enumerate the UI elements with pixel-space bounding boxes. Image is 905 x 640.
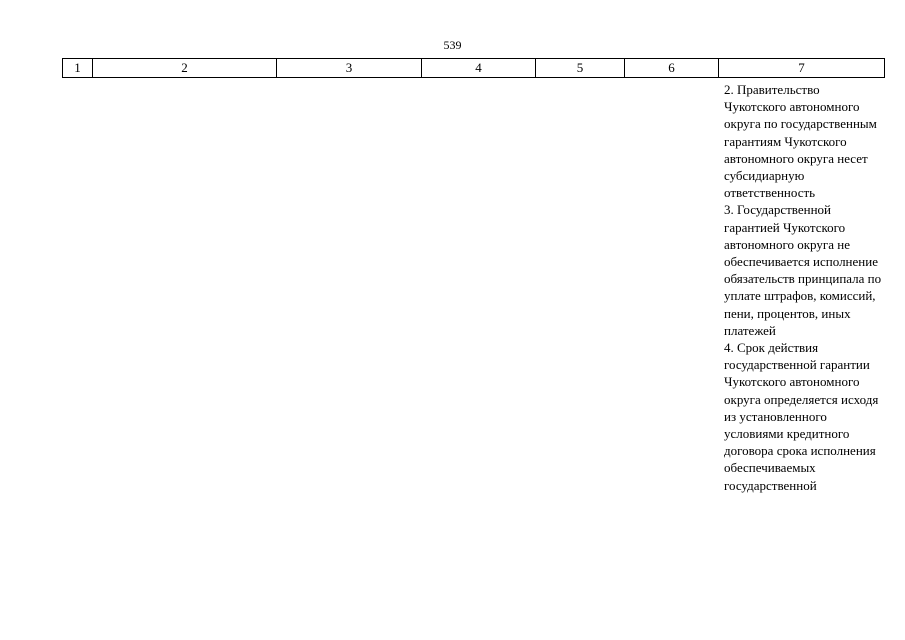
column-7-content [724,81,884,494]
column-header-7: 7 [719,59,885,78]
paragraph-4-guarantee-term: 4. Срок действия государственной гарантии Чукотского автономного округа определяется исходя из установленного условиями кредитного договора срока исполнения обеспечиваемых государственной [724,340,879,493]
column-header-4: 4 [422,59,536,78]
column-header-table [62,58,885,78]
paragraph-2-subsidiary-liability: 2. Правительство Чукотского автономного округа по государственным гарантиям Чукотского автономного округа несет субсидиарную ответственность [724,82,877,201]
column-header-2: 2 [93,59,277,78]
paragraph-3-exclusions: 3. Государственной гарантией Чукотского автономного округа не обеспечивается исполнение обязательств принципала по уплате штрафов, комиссий, пени, процентов, иных платежей [724,202,882,338]
column-header-3: 3 [277,59,422,78]
column-header-1: 1 [63,59,93,78]
column-number-row [63,59,885,78]
column-header-6: 6 [625,59,719,78]
page-number: 539 [443,38,462,52]
column-header-5: 5 [536,59,625,78]
